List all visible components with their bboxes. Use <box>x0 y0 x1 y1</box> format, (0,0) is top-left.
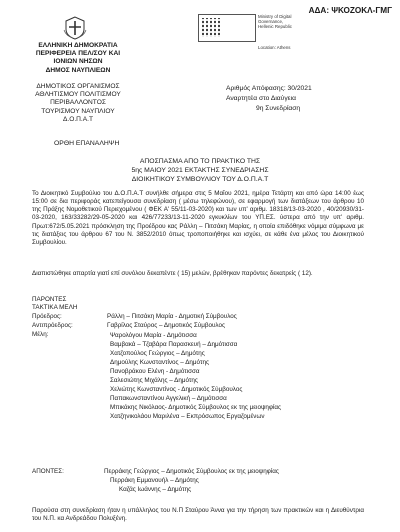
list-item: Πανοβράκου Ελένη - Δημότισσα <box>110 368 200 375</box>
correction-note: ΟΡΘΗ ΕΠΑΝΑΛΗΨΗ <box>54 140 120 147</box>
list-item: Ψαρολόγου Μαρία - Δημότισσα <box>110 332 197 339</box>
list-item: Περράκης Γεώργιος – Δημοτικός Σύμβουλος εκ της μειοψηφίας <box>104 468 279 475</box>
session-number: 9η Συνεδρίαση <box>256 105 301 112</box>
signature-stamp <box>198 14 256 42</box>
president-label: Πρόεδρος: <box>32 313 62 320</box>
ada-code: ΑΔΑ: ΨΚΟΖΟΚΛ-ΓΜΓ <box>308 6 392 15</box>
list-item: Χελιώτης Κωνσταντίνος - Δημοτικός Σύμβουλος <box>110 386 243 393</box>
stamp-text: Ministry of Digital Governance, Hellenic Republic Location: Athens <box>258 14 292 51</box>
present-title: ΠΑΡΟΝΤΕΣ <box>32 296 67 303</box>
header-organization: ΕΛΛΗΝΙΚΗ ΔΗΜΟΚΡΑΤΙΑ ΠΕΡΙΦΕΡΕΙΑ ΠΕΛ/ΣΟΥ ΚΑΙ ΙΟΝΙΩΝ ΝΗΣΩΝ ΔΗΜΟΣ ΝΑΥΠΛΙΕΩΝ <box>35 42 121 74</box>
attendance-paragraph: Παρούσα στη συνεδρίαση ήταν η υπάλληλος του Ν.Π Σταύρου Άννα για την τήρηση των πρακτικών και η Διευθύντρια του Ν.Π. κα Ανδρεάδου Πολυξένη. <box>32 507 364 523</box>
greek-emblem-icon <box>62 16 88 40</box>
members-list <box>110 331 281 421</box>
list-item: Παπακωνσταντίνου Αγγελική – Δημότισσα <box>110 395 227 402</box>
vice-president-label: Αντιπρόεδρος: <box>32 322 73 329</box>
quorum-paragraph: Διαπιστώθηκε απαρτία γιατί επί συνόλου δεκαπέντε ( 15) μελών, βρέθηκαν παρόντες δεκατρείς ( 12). <box>32 270 313 277</box>
vice-president-value: Γαβρίλος Σταύρος – Δημοτικός Σύμβουλος <box>107 322 226 329</box>
absent-list <box>104 468 279 494</box>
absent-label: ΑΠΟΝΤΕΣ: <box>32 468 64 475</box>
president-value: Ράλλη – Πιτσάκη Μαρία - Δημοτική Σύμβουλος <box>107 313 237 320</box>
session-paragraph: Το Διοικητικό Συμβούλιο του Δ.Ο.Π.Α.Τ συνήλθε σήμερα στις 5 Μαΐου 2021, ημέρα Τετάρτη και από ώρα 14:00 έως 15:00 σε δια περιφοράς κατεπείγουσα συνεδρίαση ( μέσω τηλεφώνου), σε εφαρμογή των διατάξεων του άρθρου 10 της Πράξης Νομοθετικού Περιεχομένου ( ΦΕΚ Α' 55/11-03-2020) και των υπ' αριθμ. 18318/13-03-2020 , 40/20930/31-03-2020, 163/33282/29-05-2020 και 426/77233/13-11-2020 εγκυκλίων του ΥΠ.ΕΣ. ύστερα από την υπ' αριθμ. Πρωτ:672/5.05.2021 πρόσκληση της Προέδρου κας Ράλλη – Πιτσάκη Μαρίας, η οποία επιδόθηκε νόμιμα σύμφωνα με τις διατάξεις του άρθρου 67 του Ν. 3852/2010 όπως τροποποιήθηκε και ισχύει, σε κάθε ένα μέλος του Διοικητικού Συμβουλίου. <box>32 190 364 246</box>
list-item: Σαλεσιώτης Μιχάλης – Δημότης <box>110 377 198 384</box>
list-item: Δημούλης Κωνσταντίνος – Δημότης <box>110 359 209 366</box>
diavgeia-note: Αναρτητέα στο Διαύγεια <box>226 95 297 102</box>
header-department: ΔΗΜΟΤΙΚΟΣ ΟΡΓΑΝΙΣΜΟΣ ΑΘΛΗΤΙΣΜΟΥ ΠΟΛΙΤΙΣΜΟΥ ΠΕΡΙΒΑΛΛΟΝΤΟΣ ΤΟΥΡΙΣΜΟΥ ΝΑΥΠΛΙΟΥ Δ.Ο.Π.Α.Τ <box>35 83 121 123</box>
members-label: Μέλη: <box>32 331 49 338</box>
list-item: Βαμβακά – Τζαβάρα Παρασκευή – Δημότισσα <box>110 341 238 348</box>
list-item: Μπικάκης Νικόλαος- Δημοτικός Σύμβουλος εκ της μειοψηφίας <box>110 404 282 411</box>
list-item: Καζάς Ιωάννης – Δημότης <box>119 485 192 493</box>
members-title: ΤΑΚΤΙΚΑ ΜΕΛΗ <box>32 304 78 311</box>
list-item: Περράκη Εμμανουήλ – Δημότης <box>110 476 199 484</box>
document-title: ΑΠΟΣΠΑΣΜΑ ΑΠΟ ΤΟ ΠΡΑΚΤΙΚΟ ΤΗΣ 5ης ΜΑΙΟΥ 2021 ΕΚΤΑΚΤΗΣ ΣΥΝΕΔΡΙΑΣΗΣ ΔΙΟΙΚΗΤΙΚΟΥ ΣΥΜΒΟΥΛΙΟΥ ΤΟΥ Δ.Ο.Π.Α.Τ <box>131 158 269 183</box>
list-item: Χατζοπούλος Γεώργιος – Δημότης <box>110 350 205 357</box>
list-item: Χατζηνικολάου Μαριλένα – Εκπρόσωπος Εργαζομένων <box>110 413 265 420</box>
decision-number: Αριθμός Απόφασης: 30/2021 <box>226 85 312 92</box>
